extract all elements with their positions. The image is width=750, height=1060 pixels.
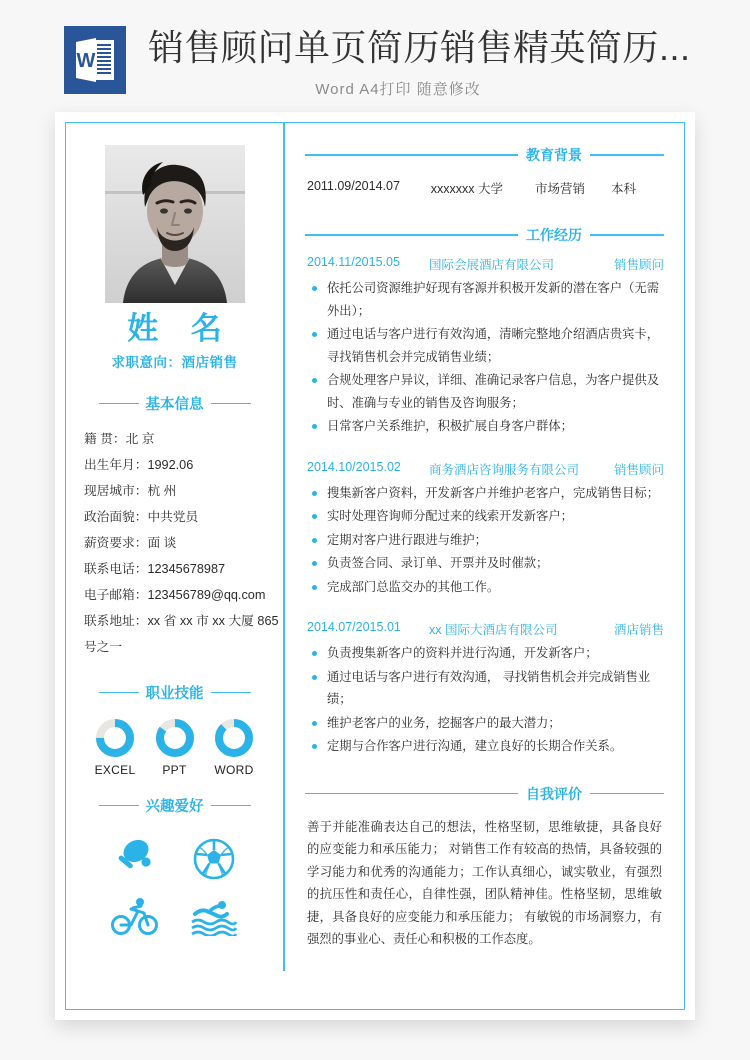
bullet-item: 实时处理咨询师分配过来的线索开发新客户； [305, 505, 664, 528]
section-heading-basic-info [82, 393, 267, 414]
experience-role: 销售顾问 [613, 258, 664, 272]
heading-rule-left [305, 154, 518, 156]
section-heading-self-evaluation [305, 784, 664, 804]
bullet-item: 完成部门总监交办的其他工作。 [305, 576, 664, 599]
heading-rule-right [590, 793, 664, 795]
section-heading-education [305, 145, 664, 165]
cycling-icon [111, 896, 159, 936]
self-evaluation-body [305, 814, 664, 951]
svg-text:W: W [76, 50, 96, 72]
experience-header [305, 620, 664, 640]
info-value: 中共党员 [147, 510, 199, 524]
resume-document [55, 112, 695, 1020]
donut-chart-icon [213, 717, 255, 759]
donut-chart-icon [94, 717, 136, 759]
info-value: 123456789@qq.com [147, 588, 266, 602]
bullet-item: 维护老客户的业务，挖掘客户的最大潜力； [305, 712, 664, 735]
heading-rule-left [305, 793, 518, 795]
word-document-icon [64, 26, 126, 94]
bullet-item: 合规处理客户异议，详细、准确记录客户信息，为客户提供及时、准确与专业的销售及咨询服务； [305, 369, 664, 414]
bullet-item: 日常客户关系维护，积极扩展自身客户群体； [305, 415, 664, 438]
education-row [305, 175, 664, 197]
bullet-item: 依托公司资源维护好现有客源并积极开发新的潜在客户（无需外出）； [305, 277, 664, 322]
info-value: 北 京 [125, 432, 155, 446]
experience-bullets [305, 277, 664, 438]
skill-label: EXCEL [94, 763, 136, 777]
education-date: 2011.09/2014.07 [307, 179, 400, 193]
heading-rule-left [99, 692, 139, 694]
table-tennis-icon [112, 838, 158, 880]
self-evaluation-text: 善于并能准确表达自己的想法，性格坚韧，思维敏捷，具备良好的应变能力和承压能力； 对销售工作有较高的热情，具备较强的学习能力和优秀的沟通能力；工作认真细心，诚实敬业，有强烈的抗压性和责任心，自律性强，团队精神佳。性格坚韧，思维敏捷，具备良好的应变能力和承压能力； 有敏锐的市场洞察力，有强烈的事业心、责任心和积极的工作态度。 [307, 819, 662, 946]
experience-bullets [305, 642, 664, 758]
experience-entry [305, 255, 664, 438]
info-label: 政治面貌： [84, 510, 148, 524]
info-label: 薪资要求： [84, 536, 148, 550]
heading-rule-right [211, 403, 251, 405]
job-objective: 求职意向：酒店销售 [111, 355, 238, 370]
resume-left-column [66, 123, 283, 1009]
info-row [84, 504, 267, 530]
info-row [84, 582, 267, 608]
experience-bullets [305, 482, 664, 599]
soccer-ball-icon [193, 838, 235, 880]
education-degree: 本科 [610, 182, 636, 196]
hobby-icon-grid [82, 828, 267, 936]
skill-label: WORD [214, 763, 254, 777]
info-label: 籍 贯： [84, 432, 126, 446]
experience-company: 国际会展酒店有限公司 [429, 258, 555, 272]
page-subtitle: Word A4打印 随意修改 [315, 81, 481, 98]
page-title: 销售顾问单页简历销售精英简历... [148, 27, 691, 68]
bullet-item: 定期对客户进行跟进与维护； [305, 529, 664, 552]
info-value: 号之一 [84, 640, 123, 654]
heading-text: 职业技能 [145, 686, 204, 702]
info-value: 12345678987 [147, 562, 226, 576]
experience-role: 酒店销售 [613, 623, 664, 637]
info-row [84, 634, 267, 660]
section-heading-experience [305, 225, 664, 245]
experience-header [305, 460, 664, 480]
heading-rule-right [211, 692, 251, 694]
heading-rule-right [211, 805, 251, 807]
portrait-photo [105, 145, 245, 303]
heading-text: 教育背景 [526, 147, 582, 163]
donut-chart-icon [154, 717, 196, 759]
heading-text: 工作经历 [526, 227, 582, 243]
bullet-item: 搜集新客户资料，开发新客户并维护老客户，完成销售目标； [305, 482, 664, 505]
info-label: 联系地址： [84, 614, 148, 628]
info-row [84, 478, 267, 504]
info-label: 电子邮箱： [84, 588, 148, 602]
info-label: 出生年月： [84, 458, 148, 472]
bullet-item: 负责签合同、录订单、开票并及时催款； [305, 552, 664, 575]
heading-rule-left [99, 805, 139, 807]
info-value: 面 谈 [147, 536, 177, 550]
info-row [84, 452, 267, 478]
experience-date: 2014.11/2015.05 [307, 255, 400, 269]
education-major: 市场营销 [534, 182, 585, 196]
info-label: 联系电话： [84, 562, 148, 576]
section-heading-hobbies [82, 795, 267, 816]
skill-gauge [205, 717, 263, 777]
info-row [84, 556, 267, 582]
bullet-item: 定期与合作客户进行沟通，建立良好的长期合作关系。 [305, 735, 664, 758]
info-value: 杭 州 [147, 484, 177, 498]
skill-gauge [86, 717, 144, 777]
heading-text: 基本信息 [145, 397, 204, 413]
applicant-name: 姓 名 [127, 311, 234, 346]
heading-rule-left [305, 234, 518, 236]
experience-entry [305, 460, 664, 599]
experience-company: 商务酒店咨询服务有限公司 [429, 462, 580, 477]
heading-rule-right [590, 154, 664, 156]
skills-chart-group [82, 715, 267, 777]
experience-date: 2014.07/2015.01 [307, 620, 401, 634]
heading-rule-right [590, 234, 664, 236]
section-heading-skills [82, 682, 267, 703]
heading-text: 自我评价 [526, 785, 582, 802]
education-school: xxxxxxx 大学 [430, 182, 503, 196]
heading-rule-left [99, 403, 139, 405]
info-row [84, 608, 279, 634]
swimming-icon [189, 896, 239, 936]
resume-right-column [283, 123, 684, 1009]
bullet-item: 负责搜集新客户的资料并进行沟通，开发新客户； [305, 642, 664, 665]
bullet-item: 通过电话与客户进行有效沟通，清晰完整地介绍酒店贵宾卡，寻找销售机会并完成销售业绩； [305, 323, 664, 368]
experience-header [305, 255, 664, 275]
basic-info-list [82, 426, 279, 660]
skill-gauge [146, 717, 204, 777]
bullet-item: 通过电话与客户进行有效沟通， 寻找销售机会并完成销售业绩； [305, 666, 664, 711]
experience-role: 销售顾问 [613, 462, 664, 477]
heading-text: 兴趣爱好 [145, 799, 204, 815]
resume-border [65, 122, 685, 1010]
info-row [84, 426, 267, 452]
info-label: 现居城市： [84, 484, 148, 498]
info-value: xx 省 xx 市 xx 大厦 865 [147, 614, 279, 628]
experience-date: 2014.10/2015.02 [307, 459, 401, 474]
skill-label: PPT [162, 763, 187, 777]
preview-header [0, 0, 750, 112]
info-value: 1992.06 [147, 458, 194, 472]
experience-entry [305, 620, 664, 758]
experience-company: xx 国际大酒店有限公司 [429, 623, 558, 637]
info-row [84, 530, 267, 556]
